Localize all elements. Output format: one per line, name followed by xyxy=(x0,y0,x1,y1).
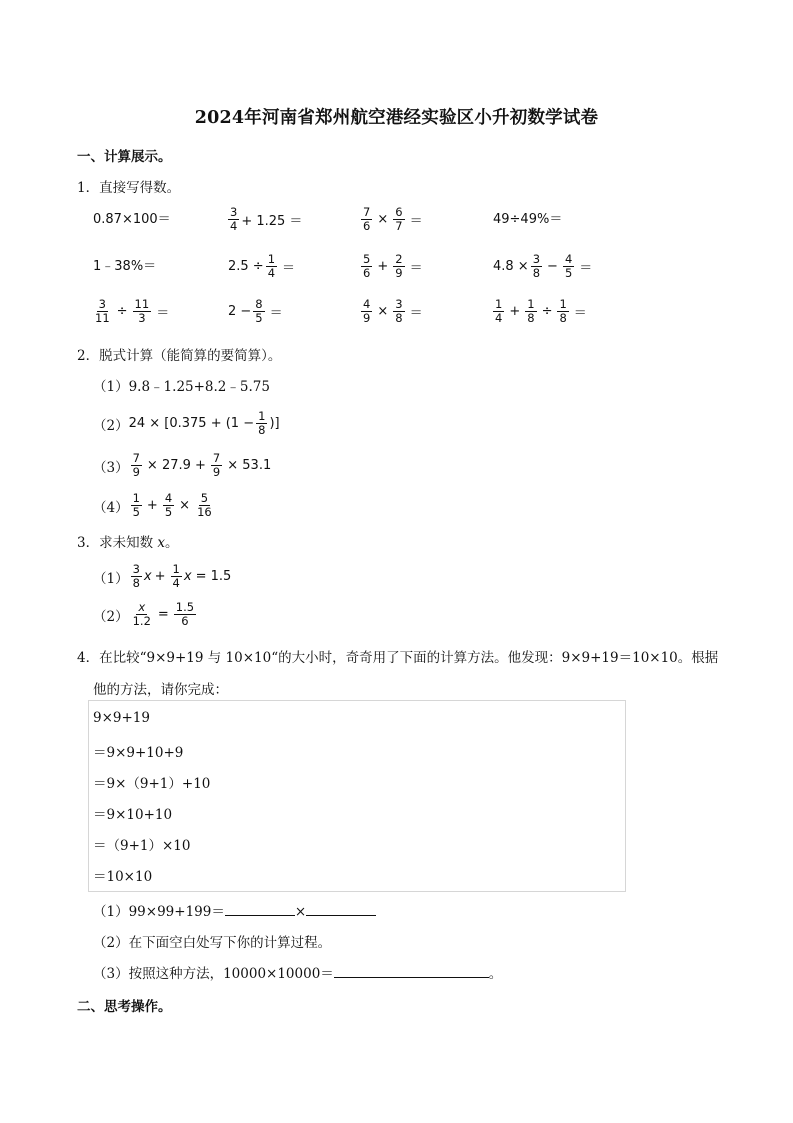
equals-sign: = xyxy=(157,607,169,622)
fraction-numerator: 1 xyxy=(527,297,535,311)
q1-item-4-text: 49÷49%＝ xyxy=(493,212,563,227)
fraction-numerator: 1 xyxy=(559,297,567,311)
fraction-denominator: 8 xyxy=(132,576,140,590)
fraction-denominator: 4 xyxy=(495,311,503,325)
example-step-2: ＝9×9+10+9 xyxy=(93,745,184,761)
fraction-numerator: 1 xyxy=(495,297,503,311)
question-1-label: 1．直接写得数。 xyxy=(77,180,181,196)
fraction xyxy=(361,298,372,325)
equals-sign: ＝ xyxy=(282,261,296,276)
fraction-denominator: 5 xyxy=(132,505,140,519)
fraction xyxy=(563,253,574,280)
q1-item-10-text: 2 − xyxy=(228,304,252,319)
fraction-denominator: 3 xyxy=(138,311,146,325)
fraction xyxy=(393,298,404,325)
variable-x: x xyxy=(183,569,192,584)
fraction-denominator: 6 xyxy=(363,266,371,280)
example-step-4: ＝9×10+10 xyxy=(93,807,173,823)
fraction-numerator: 2 xyxy=(395,252,403,266)
equals-sign: ＝ xyxy=(409,261,423,276)
fraction xyxy=(393,253,404,280)
fraction xyxy=(131,452,142,479)
fraction-numerator: 4 xyxy=(164,491,173,505)
fraction xyxy=(163,492,174,519)
question-4-line-1: 4．在比较“9×9+19 与 10×10“的大小时，奇奇用了下面的计算方法。他发现：9×9+19＝10×10。根据 xyxy=(77,650,719,666)
q1-item-6 xyxy=(228,253,298,280)
fraction xyxy=(361,206,372,233)
q1-item-12 xyxy=(491,298,590,325)
part-label: （2） xyxy=(93,608,129,625)
part-label: （2） xyxy=(93,417,129,434)
q1-item-5-text: 1﹣38%＝ xyxy=(93,259,157,274)
fraction-numerator: 1 xyxy=(258,409,266,423)
q3-part-2 xyxy=(93,601,198,628)
fraction xyxy=(211,452,222,479)
fraction-numerator: 11 xyxy=(134,297,150,311)
q2-part-3 xyxy=(93,452,271,479)
q1-item-1 xyxy=(93,208,171,227)
q3-part-1-rhs: = 1.5 xyxy=(195,569,232,584)
q4-sub-3: （3）按照这种方法，10000×10000＝ 。 xyxy=(93,962,502,982)
fraction-denominator: 8 xyxy=(532,266,541,280)
q1-item-4 xyxy=(493,208,562,227)
operator: × xyxy=(179,498,191,513)
fraction-denominator: 8 xyxy=(559,311,567,325)
fraction-denominator: 9 xyxy=(363,311,371,325)
fraction xyxy=(171,563,182,590)
equals-sign: ＝ xyxy=(579,261,593,276)
q2-part-1: （1）9.8﹣1.25+8.2﹣5.75 xyxy=(93,379,270,395)
q2-part-3-expr-end: × 53.1 xyxy=(227,458,272,473)
section-heading-2: 二、思考操作。 xyxy=(77,999,172,1015)
fraction-numerator: 3 xyxy=(98,297,106,311)
operator: + xyxy=(509,304,521,319)
operator: × xyxy=(377,212,389,227)
fraction xyxy=(266,253,277,280)
question-4-line-2: 他的方法，请你完成： xyxy=(93,682,228,698)
q4-sub-2: （2）在下面空白处写下你的计算过程。 xyxy=(93,935,332,951)
operator: × xyxy=(377,304,389,319)
fraction-denominator: 11 xyxy=(95,311,110,325)
fraction-denominator: 8 xyxy=(395,311,403,325)
q1-item-11 xyxy=(359,298,426,325)
operator: ÷ xyxy=(116,304,128,319)
operator: + xyxy=(377,259,389,274)
fraction-numerator: 1.5 xyxy=(175,600,195,614)
fraction xyxy=(131,492,142,519)
variable-x: x xyxy=(143,569,152,584)
q1-item-2 xyxy=(226,206,302,233)
fraction-denominator: 16 xyxy=(197,505,212,519)
operator: + xyxy=(146,498,158,513)
fraction-numerator: 1 xyxy=(267,252,276,266)
fraction xyxy=(253,298,264,325)
q2-part-2-close: )] xyxy=(269,416,280,431)
fraction-numerator: 4 xyxy=(564,252,573,266)
fraction-denominator: 8 xyxy=(527,311,535,325)
answer-blank[interactable] xyxy=(334,963,489,978)
q1-item-7 xyxy=(359,253,426,280)
fraction-numerator: 1 xyxy=(132,491,140,505)
q2-part-2 xyxy=(93,410,280,437)
q1-item-2-text: + 1.25 ＝ xyxy=(241,214,303,229)
fraction-numerator: 5 xyxy=(363,252,371,266)
fraction-numerator: 3 xyxy=(395,297,403,311)
fraction xyxy=(195,492,214,519)
fraction-numerator: 7 xyxy=(212,451,221,465)
equals-sign: ＝ xyxy=(409,214,423,229)
fraction-denominator: 9 xyxy=(395,266,403,280)
fraction-numerator: 1 xyxy=(172,562,180,576)
fraction-denominator: 6 xyxy=(181,614,189,628)
fraction-numerator: 4 xyxy=(363,297,371,311)
example-step-5: ＝（9+1）×10 xyxy=(93,838,191,854)
answer-blank[interactable] xyxy=(306,901,376,916)
part-label: （3） xyxy=(93,459,129,476)
fraction xyxy=(131,563,142,590)
fraction xyxy=(393,206,404,233)
equals-sign: ＝ xyxy=(573,306,587,321)
fraction-numerator: 3 xyxy=(532,252,541,266)
example-step-6: ＝10×10 xyxy=(93,869,153,885)
q1-item-9 xyxy=(91,298,172,325)
fraction-numerator: 7 xyxy=(132,451,140,465)
example-step-1: 9×9+19 xyxy=(93,710,150,726)
fraction-denominator: 5 xyxy=(164,505,173,519)
question-2-label: 2．脱式计算（能简算的要简算）。 xyxy=(77,348,282,364)
example-step-3: ＝9×（9+1）+10 xyxy=(93,776,211,792)
fraction-numerator: 6 xyxy=(395,205,403,219)
fraction-numerator: x xyxy=(138,600,146,614)
worked-example-box xyxy=(88,700,626,892)
q1-item-3 xyxy=(359,206,426,233)
fraction-denominator: 5 xyxy=(255,311,263,325)
fraction-denominator: 4 xyxy=(230,219,238,233)
equals-sign: ＝ xyxy=(409,306,423,321)
q3-part-1 xyxy=(93,563,231,590)
fraction xyxy=(256,410,267,437)
fraction xyxy=(174,601,196,628)
fraction-denominator: 4 xyxy=(267,266,276,280)
fraction-numerator: 8 xyxy=(255,297,263,311)
q2-part-2-expr: 24 × [0.375 + (1 − xyxy=(128,416,255,431)
equals-sign: ＝ xyxy=(156,306,170,321)
fraction-denominator: 9 xyxy=(132,465,140,479)
fraction xyxy=(525,298,536,325)
fraction-numerator: 3 xyxy=(132,562,140,576)
fraction xyxy=(361,253,372,280)
q2-part-3-expr: × 27.9 + xyxy=(146,458,206,473)
q1-item-1-text: 0.87×100＝ xyxy=(93,212,171,227)
question-3-label: 3．求未知数 x。 xyxy=(77,535,179,551)
operator: + xyxy=(154,569,166,584)
fraction-denominator: 5 xyxy=(564,266,573,280)
q1-item-10 xyxy=(228,298,286,325)
fraction xyxy=(133,298,152,325)
fraction-denominator: 6 xyxy=(363,219,371,233)
part-label: （4） xyxy=(93,499,129,516)
fraction xyxy=(131,601,153,628)
fraction xyxy=(557,298,568,325)
fraction-numerator: 3 xyxy=(230,205,238,219)
q1-item-8 xyxy=(493,253,595,280)
fraction xyxy=(93,298,112,325)
fraction xyxy=(493,298,504,325)
section-heading-1: 一、计算展示。 xyxy=(77,149,172,165)
fraction xyxy=(531,253,542,280)
fraction xyxy=(228,206,239,233)
q1-item-6-text: 2.5 ÷ xyxy=(228,259,264,274)
fraction-denominator: 7 xyxy=(395,219,403,233)
q4-sub-1: （1）99×99+199＝ × xyxy=(93,900,376,920)
q2-part-4 xyxy=(93,492,216,519)
equals-sign: ＝ xyxy=(269,306,283,321)
operator: ÷ xyxy=(541,304,553,319)
fraction-denominator: 4 xyxy=(172,576,180,590)
fraction-denominator: 9 xyxy=(212,465,221,479)
fraction-numerator: 7 xyxy=(363,205,371,219)
part-label: （1） xyxy=(93,570,129,587)
page-title: 2024年河南省郑州航空港经实验区小升初数学试卷 xyxy=(194,108,599,128)
q1-item-8-prefix: 4.8 × xyxy=(493,259,529,274)
fraction-denominator: 8 xyxy=(258,423,266,437)
q1-item-5 xyxy=(93,255,156,274)
operator: − xyxy=(547,259,558,274)
fraction-denominator: 1.2 xyxy=(132,614,151,628)
answer-blank[interactable] xyxy=(225,901,295,916)
fraction-numerator: 5 xyxy=(200,491,209,505)
